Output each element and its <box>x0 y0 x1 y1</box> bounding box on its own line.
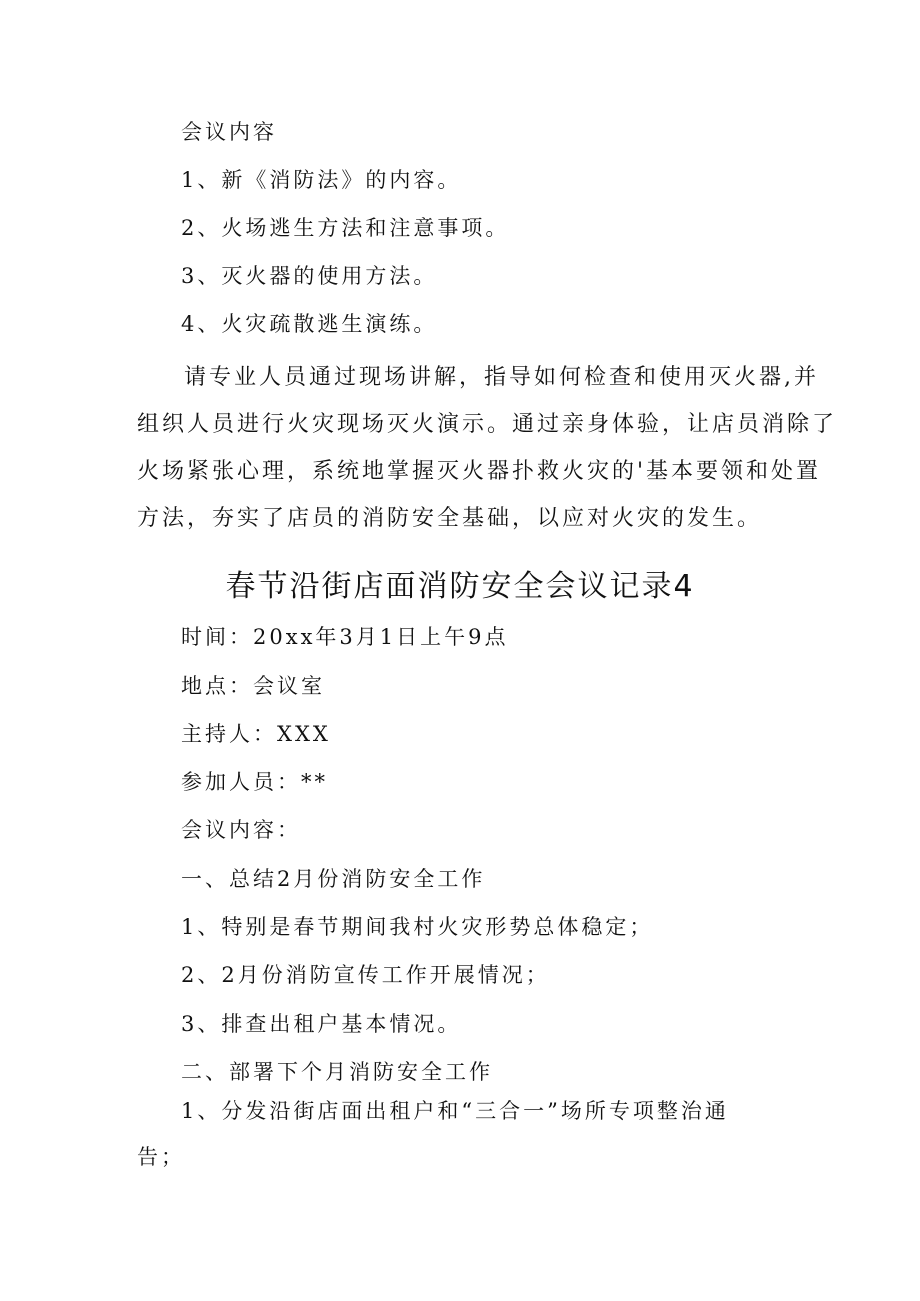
meeting-content-label: 会议内容 <box>181 120 277 144</box>
list-item: 3、灭火器的使用方法。 <box>181 264 438 288</box>
paragraph-line: 请专业人员通过现场讲解，指导如何检查和使用灭火器,并 <box>184 365 819 390</box>
list-item: 2、2月份消防宣传工作开展情况； <box>181 963 550 987</box>
paragraph-line: 方法，夯实了店员的消防安全基础，以应对火灾的发生。 <box>137 506 763 531</box>
list-item: 1、新《消防法》的内容。 <box>181 168 462 192</box>
list-item: 2、火场逃生方法和注意事项。 <box>181 216 510 240</box>
body-paragraph <box>137 354 838 542</box>
section-title: 春节沿街店面消防安全会议记录4 <box>225 569 695 604</box>
part-heading: 二、部署下个月消防安全工作 <box>181 1060 493 1084</box>
list-item: 1、分发沿街店面出租户和“三合一”场所专项整治通 <box>181 1099 729 1123</box>
meeting-content-label: 会议内容： <box>181 818 301 842</box>
list-item: 3、排查出租户基本情况。 <box>181 1012 462 1036</box>
meeting-host: 主持人：XXX <box>181 722 331 746</box>
meeting-location: 地点：会议室 <box>181 674 325 698</box>
list-item: 4、火灾疏散逃生演练。 <box>181 312 438 336</box>
meeting-time: 时间：20xx年3月1日上午9点 <box>181 625 509 649</box>
list-item: 1、特别是春节期间我村火灾形势总体稳定； <box>181 915 654 939</box>
paragraph-line: 组织人员进行火灾现场灭火演示。通过亲身体验，让店员消除了 <box>137 412 838 437</box>
meeting-attendees: 参加人员：** <box>181 770 328 794</box>
list-item-continuation: 告； <box>137 1145 185 1169</box>
paragraph-line: 火场紧张心理，系统地掌握灭火器扑救火灾的'基本要领和处置 <box>137 459 822 484</box>
part-heading: 一、总结2月份消防安全工作 <box>181 867 486 891</box>
